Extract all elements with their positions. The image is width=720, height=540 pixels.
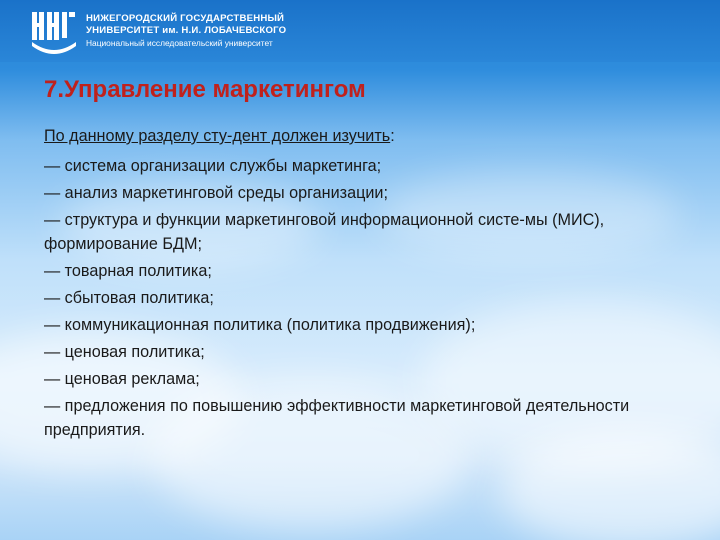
- slide-title: 7.Управление маркетингом: [44, 76, 366, 103]
- slide-content: [44, 124, 684, 445]
- header-band: [0, 0, 720, 62]
- university-name: [86, 13, 286, 49]
- list-item: — сбытовая политика;: [44, 289, 214, 307]
- list-item: — коммуникационная политика (политика продвижения);: [44, 316, 476, 334]
- intro-suffix: :: [390, 127, 395, 145]
- list-item: — система организации службы маркетинга;: [44, 157, 382, 175]
- list-item: — ценовая политика;: [44, 343, 205, 361]
- list-item: — анализ маркетинговой среды организации;: [44, 184, 388, 202]
- list-item: — товарная политика;: [44, 262, 212, 280]
- list-item: — ценовая реклама;: [44, 370, 200, 388]
- topic-list: [44, 154, 684, 442]
- university-name-line2: УНИВЕРСИТЕТ им. Н.И. ЛОБАЧЕВСКОГО: [86, 25, 287, 36]
- list-item: — предложения по повышению эффективности маркетинговой деятельности предприятия.: [44, 397, 630, 439]
- intro-text: [44, 124, 684, 148]
- intro-underlined: По данному разделу сту-дент должен изучить: [44, 127, 391, 145]
- university-name-line1: НИЖЕГОРОДСКИЙ ГОСУДАРСТВЕННЫЙ: [86, 13, 285, 24]
- university-name-line3: Национальный исследовательский университет: [86, 38, 273, 48]
- university-logo-icon: [30, 8, 78, 56]
- list-item: — структура и функции маркетинговой информационной систе-мы (МИС), формирование БДМ;: [44, 211, 605, 253]
